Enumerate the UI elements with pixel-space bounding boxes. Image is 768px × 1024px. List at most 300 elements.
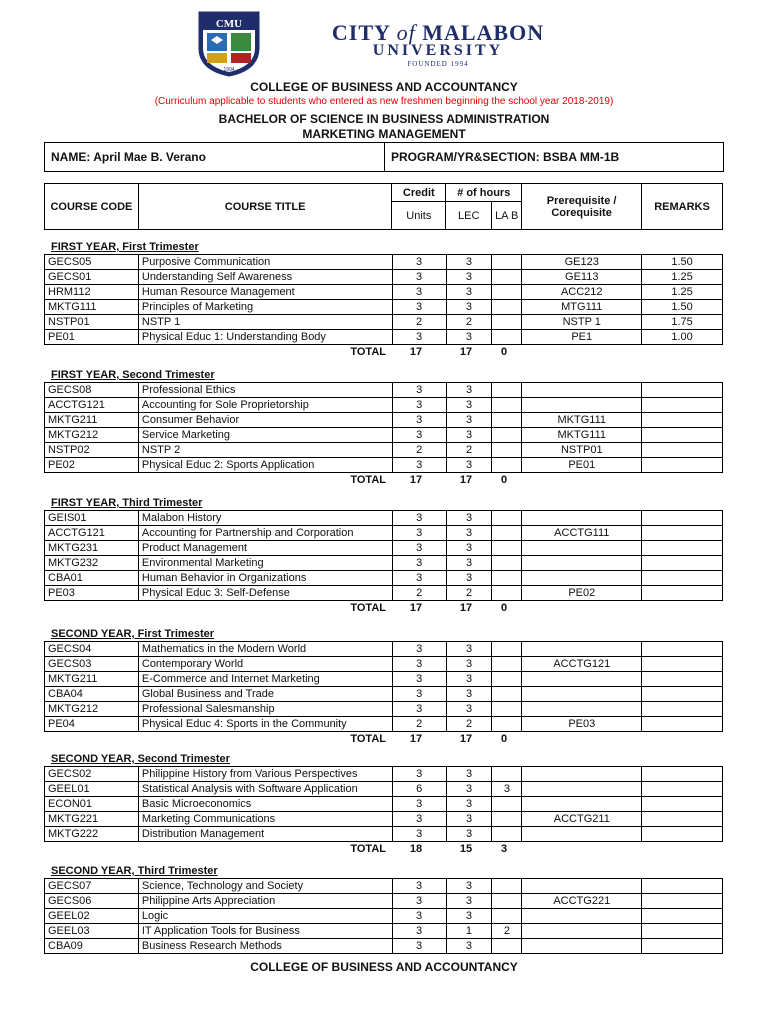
lab-hours [492, 687, 522, 702]
total-label: TOTAL [350, 346, 386, 358]
lab-hours [492, 571, 522, 586]
column-header-table [44, 183, 723, 230]
lec-hours: 2 [446, 586, 492, 601]
course-table [44, 254, 723, 345]
course-code: GEEL01 [45, 782, 139, 797]
prerequisite [522, 924, 642, 939]
course-code: ACCTG121 [45, 526, 139, 541]
prerequisite: PE02 [522, 586, 642, 601]
credit-units: 3 [392, 413, 446, 428]
founded-line: FOUNDED 1994 [407, 60, 469, 68]
course-title: Malabon History [138, 511, 392, 526]
total-lab: 0 [500, 733, 508, 745]
table-row [45, 924, 723, 939]
table-row [45, 413, 723, 428]
table-row [45, 894, 723, 909]
course-code: MKTG111 [45, 300, 139, 315]
total-lec: 17 [459, 474, 473, 486]
trimester-section [44, 752, 723, 856]
lec-hours: 3 [446, 398, 492, 413]
course-code: ECON01 [45, 797, 139, 812]
university-name: CITY of MALABON [331, 20, 545, 45]
credit-units: 3 [392, 398, 446, 413]
prerequisite: NSTP 1 [522, 315, 642, 330]
lec-hours: 3 [446, 657, 492, 672]
course-title: Service Marketing [138, 428, 392, 443]
university-subtitle: UNIVERSITY [372, 42, 504, 59]
credit-units: 3 [392, 526, 446, 541]
total-label: TOTAL [350, 843, 386, 855]
course-code: PE02 [45, 458, 139, 473]
prerequisite [522, 687, 642, 702]
course-code: GECS05 [45, 255, 139, 270]
trimester-section [44, 240, 723, 359]
university-seal-logo [193, 8, 265, 78]
total-lec: 17 [459, 346, 473, 358]
remarks [642, 586, 723, 601]
section-title: FIRST YEAR, First Trimester [51, 241, 199, 253]
lab-hours [492, 330, 522, 345]
course-title: Distribution Management [138, 827, 392, 842]
lec-hours: 3 [446, 812, 492, 827]
remarks [642, 383, 723, 398]
table-row [45, 255, 723, 270]
credit-units: 3 [392, 672, 446, 687]
course-table [44, 878, 723, 954]
course-title: Philippine Arts Appreciation [138, 894, 392, 909]
total-row [44, 473, 723, 487]
section-title: SECOND YEAR, Second Trimester [51, 753, 230, 765]
credit-units: 3 [392, 428, 446, 443]
lab-hours [492, 909, 522, 924]
section-title: SECOND YEAR, First Trimester [51, 628, 215, 640]
credit-units: 2 [392, 586, 446, 601]
table-row [45, 526, 723, 541]
table-row [45, 812, 723, 827]
curriculum-note: (Curriculum applicable to students who entered as new freshmen beginning the school year 2018-2019) [154, 96, 614, 107]
table-row [45, 285, 723, 300]
total-lec: 15 [459, 843, 473, 855]
lec-hours: 3 [446, 300, 492, 315]
credit-units: 3 [392, 939, 446, 954]
credit-units: 3 [392, 270, 446, 285]
lab-hours [492, 398, 522, 413]
table-row [45, 939, 723, 954]
total-units: 17 [409, 733, 423, 745]
credit-units: 2 [392, 717, 446, 732]
course-code: MKTG212 [45, 702, 139, 717]
course-code: HRM112 [45, 285, 139, 300]
lec-hours: 3 [446, 797, 492, 812]
lab-hours [492, 285, 522, 300]
lab-hours [492, 827, 522, 842]
university-header [0, 0, 768, 80]
total-lab: 0 [500, 602, 508, 614]
prerequisite: MKTG111 [522, 428, 642, 443]
remarks [642, 458, 723, 473]
remarks [642, 812, 723, 827]
lec-hours: 3 [446, 556, 492, 571]
table-row [45, 782, 723, 797]
course-title: Physical Educ 4: Sports in the Community [138, 717, 392, 732]
credit-units: 3 [392, 300, 446, 315]
credit-units: 3 [392, 909, 446, 924]
lec-hours: 3 [446, 526, 492, 541]
total-label: TOTAL [350, 733, 386, 745]
course-title: Professional Ethics [138, 383, 392, 398]
table-row [45, 541, 723, 556]
table-row [45, 556, 723, 571]
prerequisite: MTG111 [522, 300, 642, 315]
remarks [642, 526, 723, 541]
course-code: MKTG231 [45, 541, 139, 556]
total-lab: 3 [500, 843, 508, 855]
remarks [642, 657, 723, 672]
lec-hours: 3 [446, 827, 492, 842]
course-code: MKTG221 [45, 812, 139, 827]
credit-units: 3 [392, 511, 446, 526]
prerequisite: ACCTG211 [522, 812, 642, 827]
course-title: Human Resource Management [138, 285, 392, 300]
course-title: Basic Microeconomics [138, 797, 392, 812]
prerequisite [522, 672, 642, 687]
remarks: 1.50 [642, 255, 723, 270]
lec-hours: 3 [446, 879, 492, 894]
course-code: GECS04 [45, 642, 139, 657]
lab-hours [492, 428, 522, 443]
lab-hours [492, 556, 522, 571]
prerequisite [522, 556, 642, 571]
course-title: Environmental Marketing [138, 556, 392, 571]
credit-units: 3 [392, 657, 446, 672]
prerequisite [522, 827, 642, 842]
credit-units: 3 [392, 767, 446, 782]
lab-hours [492, 797, 522, 812]
student-program: PROGRAM/YR&SECTION: BSBA MM-1B [391, 150, 620, 164]
trimester-section [44, 496, 723, 615]
prerequisite [522, 879, 642, 894]
col-units: Units [392, 202, 446, 230]
section-title: FIRST YEAR, Third Trimester [51, 497, 203, 509]
remarks [642, 642, 723, 657]
lec-hours: 3 [446, 782, 492, 797]
table-row [45, 797, 723, 812]
credit-units: 3 [392, 541, 446, 556]
prerequisite: GE113 [522, 270, 642, 285]
lec-hours: 3 [446, 270, 492, 285]
prerequisite [522, 571, 642, 586]
table-row [45, 428, 723, 443]
lab-hours [492, 541, 522, 556]
remarks: 1.25 [642, 285, 723, 300]
course-table [44, 766, 723, 842]
course-title: NSTP 2 [138, 443, 392, 458]
credit-units: 3 [392, 285, 446, 300]
table-row [45, 642, 723, 657]
lab-hours [492, 458, 522, 473]
total-units: 17 [409, 474, 423, 486]
lec-hours: 3 [446, 511, 492, 526]
prerequisite: ACCTG221 [522, 894, 642, 909]
course-title: Marketing Communications [138, 812, 392, 827]
credit-units: 3 [392, 894, 446, 909]
table-row [45, 702, 723, 717]
course-title: Physical Educ 1: Understanding Body [138, 330, 392, 345]
credit-units: 3 [392, 556, 446, 571]
prerequisite: NSTP01 [522, 443, 642, 458]
svg-text:1994: 1994 [223, 67, 235, 73]
lab-hours [492, 270, 522, 285]
remarks [642, 443, 723, 458]
prerequisite: MKTG111 [522, 413, 642, 428]
lec-hours: 3 [446, 285, 492, 300]
total-units: 18 [409, 843, 423, 855]
course-code: MKTG211 [45, 672, 139, 687]
lec-hours: 3 [446, 541, 492, 556]
table-row [45, 657, 723, 672]
table-row [45, 270, 723, 285]
lec-hours: 3 [446, 458, 492, 473]
course-code: CBA01 [45, 571, 139, 586]
svg-text:CMU: CMU [215, 18, 243, 30]
prerequisite [522, 383, 642, 398]
prerequisite: ACCTG121 [522, 657, 642, 672]
table-row [45, 879, 723, 894]
total-label: TOTAL [350, 602, 386, 614]
credit-units: 2 [392, 443, 446, 458]
credit-units: 3 [392, 687, 446, 702]
lab-hours [492, 255, 522, 270]
total-row [44, 842, 723, 856]
remarks [642, 702, 723, 717]
credit-units: 3 [392, 383, 446, 398]
remarks [642, 541, 723, 556]
credit-units: 3 [392, 642, 446, 657]
course-title: Product Management [138, 541, 392, 556]
course-table [44, 382, 723, 473]
remarks: 1.75 [642, 315, 723, 330]
course-code: PE04 [45, 717, 139, 732]
course-code: GECS02 [45, 767, 139, 782]
course-title: Science, Technology and Society [138, 879, 392, 894]
remarks [642, 511, 723, 526]
prerequisite: PE1 [522, 330, 642, 345]
col-remarks: REMARKS [642, 184, 723, 230]
remarks [642, 556, 723, 571]
course-code: GECS03 [45, 657, 139, 672]
lab-hours [492, 586, 522, 601]
course-title: Philippine History from Various Perspectives [138, 767, 392, 782]
course-code: MKTG232 [45, 556, 139, 571]
lab-hours [492, 511, 522, 526]
lec-hours: 1 [446, 924, 492, 939]
col-lec: LEC [446, 202, 492, 230]
remarks [642, 571, 723, 586]
table-row [45, 398, 723, 413]
remarks [642, 767, 723, 782]
total-lec: 17 [459, 733, 473, 745]
remarks [642, 782, 723, 797]
course-code: MKTG222 [45, 827, 139, 842]
lec-hours: 3 [446, 672, 492, 687]
student-info-box [44, 142, 724, 172]
lec-hours: 3 [446, 413, 492, 428]
credit-units: 3 [392, 924, 446, 939]
table-row [45, 571, 723, 586]
course-title: IT Application Tools for Business [138, 924, 392, 939]
remarks: 1.25 [642, 270, 723, 285]
table-row [45, 315, 723, 330]
course-table [44, 510, 723, 601]
prerequisite [522, 797, 642, 812]
remarks [642, 827, 723, 842]
footer-college-title: COLLEGE OF BUSINESS AND ACCOUNTANCY [250, 960, 518, 974]
course-code: GECS08 [45, 383, 139, 398]
course-title: Accounting for Partnership and Corporation [138, 526, 392, 541]
prerequisite [522, 909, 642, 924]
total-row [44, 345, 723, 359]
lab-hours [492, 767, 522, 782]
course-code: NSTP02 [45, 443, 139, 458]
college-title: COLLEGE OF BUSINESS AND ACCOUNTANCY [250, 80, 518, 94]
lec-hours: 3 [446, 894, 492, 909]
remarks [642, 428, 723, 443]
lec-hours: 3 [446, 939, 492, 954]
trimester-section [44, 627, 723, 746]
lec-hours: 3 [446, 702, 492, 717]
table-row [45, 383, 723, 398]
course-code: GECS01 [45, 270, 139, 285]
lab-hours: 3 [492, 782, 522, 797]
lab-hours [492, 812, 522, 827]
course-title: Logic [138, 909, 392, 924]
table-row [45, 586, 723, 601]
total-units: 17 [409, 602, 423, 614]
course-title: Principles of Marketing [138, 300, 392, 315]
lab-hours [492, 939, 522, 954]
course-title: Purposive Communication [138, 255, 392, 270]
section-title: SECOND YEAR, Third Trimester [51, 865, 218, 877]
lab-hours [492, 383, 522, 398]
course-code: GEIS01 [45, 511, 139, 526]
col-hours: # of hours [446, 184, 522, 202]
lec-hours: 3 [446, 428, 492, 443]
course-title: Physical Educ 2: Sports Application [138, 458, 392, 473]
remarks [642, 672, 723, 687]
lab-hours [492, 443, 522, 458]
remarks: 1.50 [642, 300, 723, 315]
prerequisite: PE01 [522, 458, 642, 473]
course-code: GEEL03 [45, 924, 139, 939]
course-code: MKTG211 [45, 413, 139, 428]
course-code: GEEL02 [45, 909, 139, 924]
course-title: Global Business and Trade [138, 687, 392, 702]
table-row [45, 909, 723, 924]
trimester-section [44, 368, 723, 487]
lec-hours: 3 [446, 571, 492, 586]
course-code: NSTP01 [45, 315, 139, 330]
course-title: Mathematics in the Modern World [138, 642, 392, 657]
lec-hours: 3 [446, 383, 492, 398]
prerequisite: PE03 [522, 717, 642, 732]
lab-hours [492, 657, 522, 672]
lab-hours [492, 315, 522, 330]
course-title: Understanding Self Awareness [138, 270, 392, 285]
lec-hours: 3 [446, 642, 492, 657]
lab-hours [492, 642, 522, 657]
course-title: Accounting for Sole Proprietorship [138, 398, 392, 413]
credit-units: 3 [392, 255, 446, 270]
lab-hours [492, 702, 522, 717]
col-lab: LA B [492, 202, 522, 230]
remarks [642, 717, 723, 732]
credit-units: 3 [392, 812, 446, 827]
table-row [45, 672, 723, 687]
course-title: Professional Salesmanship [138, 702, 392, 717]
course-title: E-Commerce and Internet Marketing [138, 672, 392, 687]
remarks [642, 398, 723, 413]
section-title: FIRST YEAR, Second Trimester [51, 369, 215, 381]
prerequisite [522, 767, 642, 782]
credit-units: 2 [392, 315, 446, 330]
col-course-title: COURSE TITLE [138, 184, 391, 230]
remarks [642, 687, 723, 702]
lec-hours: 3 [446, 909, 492, 924]
credit-units: 3 [392, 797, 446, 812]
course-title: Business Research Methods [138, 939, 392, 954]
col-course-code: COURSE CODE [45, 184, 139, 230]
table-row [45, 827, 723, 842]
course-title: Human Behavior in Organizations [138, 571, 392, 586]
lec-hours: 3 [446, 767, 492, 782]
total-lab: 0 [500, 474, 508, 486]
prerequisite [522, 702, 642, 717]
lec-hours: 3 [446, 330, 492, 345]
prerequisite: ACCTG111 [522, 526, 642, 541]
prerequisite [522, 642, 642, 657]
total-row [44, 601, 723, 615]
table-row [45, 767, 723, 782]
table-row [45, 300, 723, 315]
lab-hours [492, 413, 522, 428]
total-label: TOTAL [350, 474, 386, 486]
credit-units: 3 [392, 330, 446, 345]
remarks [642, 413, 723, 428]
course-title: Physical Educ 3: Self-Defense [138, 586, 392, 601]
lec-hours: 3 [446, 687, 492, 702]
lec-hours: 2 [446, 315, 492, 330]
remarks [642, 894, 723, 909]
lab-hours [492, 879, 522, 894]
course-title: Consumer Behavior [138, 413, 392, 428]
prerequisite [522, 782, 642, 797]
credit-units: 3 [392, 702, 446, 717]
lec-hours: 3 [446, 255, 492, 270]
course-title: Contemporary World [138, 657, 392, 672]
col-prerequisite: Prerequisite / Corequisite [522, 184, 642, 230]
total-lab: 0 [500, 346, 508, 358]
credit-units: 6 [392, 782, 446, 797]
course-code: GECS06 [45, 894, 139, 909]
lec-hours: 2 [446, 717, 492, 732]
course-code: PE03 [45, 586, 139, 601]
course-code: PE01 [45, 330, 139, 345]
lab-hours [492, 526, 522, 541]
major-title: MARKETING MANAGEMENT [302, 127, 466, 141]
course-code: CBA04 [45, 687, 139, 702]
course-title: NSTP 1 [138, 315, 392, 330]
lab-hours [492, 300, 522, 315]
